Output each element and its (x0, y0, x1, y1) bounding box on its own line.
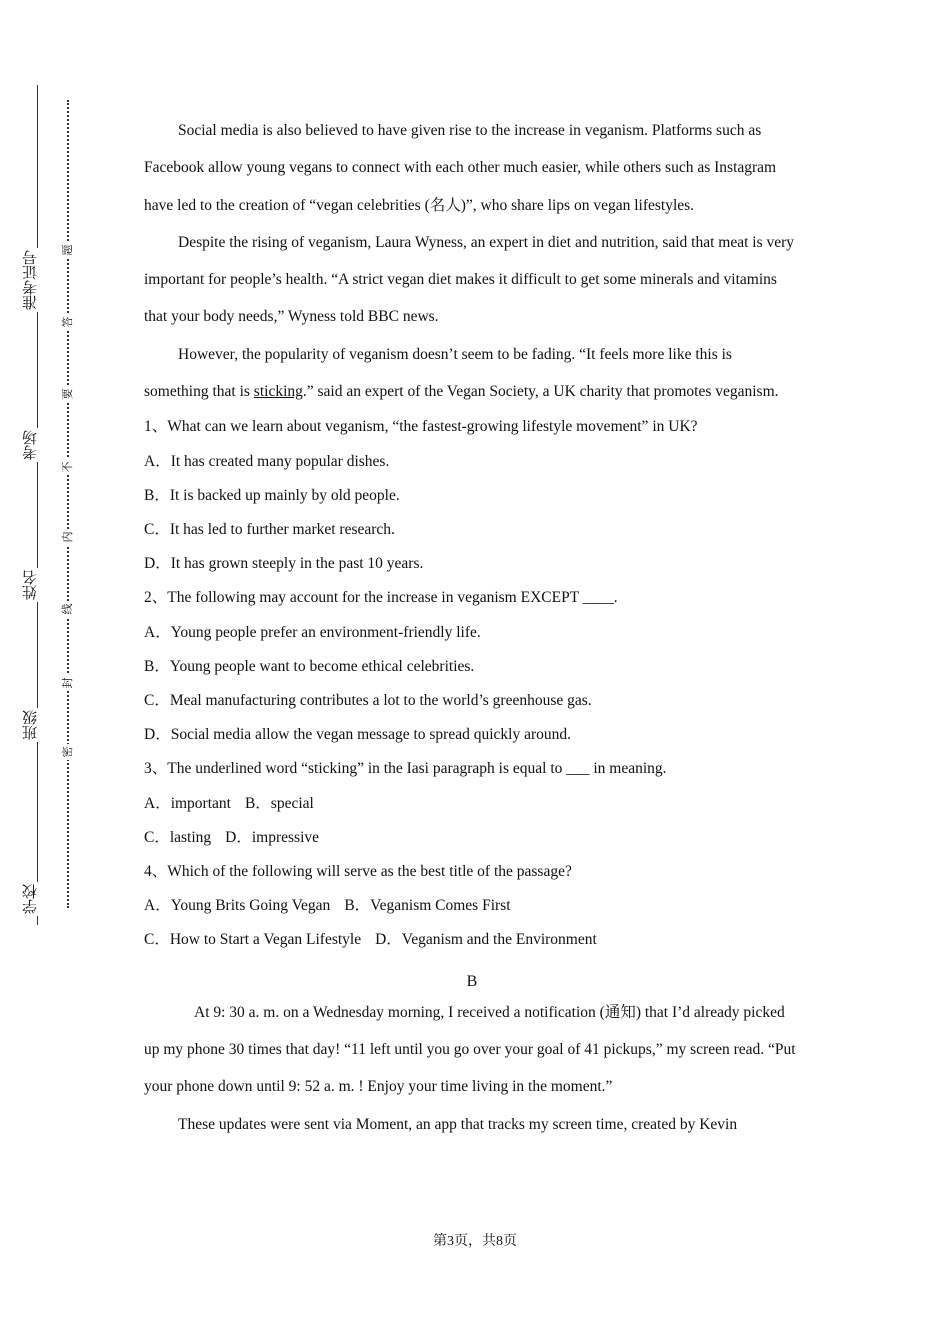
binding-dotted-line (67, 100, 69, 908)
seal-char: 不 (61, 459, 75, 475)
question-4 (144, 855, 800, 958)
option-c: C．lasting (144, 828, 212, 846)
option-a: A．It has created many popular dishes. (144, 452, 390, 470)
exam-number-label: 准考证号 (22, 248, 42, 312)
option-row (144, 923, 800, 957)
option-b: B．It is backed up mainly by old people. (144, 486, 400, 504)
name-label: 姓名 (22, 568, 42, 602)
school-label: 学校 (22, 882, 42, 916)
option-b: B．Young people want to become ethical celebrities. (144, 657, 475, 675)
paragraph-text: .” said an expert of the Vegan Society, a UK charity that promotes veganism. (302, 383, 779, 401)
passage-b-paragraph: At 9: 30 a. m. on a Wednesday morning, I received a notification (通知) that I’d already picked up my phone 30 times that day! “11 left until you go over your goal of 41 pickups,” my screen read. “Put your phone down until 9: 52 a. m. ! Enjoy your time living in the moment.” (144, 1003, 796, 1096)
class-label: 班级 (22, 708, 42, 742)
seal-char: 密 (61, 744, 75, 760)
underlined-word: sticking (253, 383, 303, 401)
exam-room-label: 考场 (22, 428, 42, 462)
seal-char: 要 (61, 386, 75, 402)
seal-char: 线 (61, 601, 75, 617)
seal-char: 答 (61, 314, 75, 330)
option-d: D．impressive (225, 828, 320, 846)
option-d: D．Veganism and the Environment (375, 931, 597, 949)
option-row (144, 787, 800, 821)
option-b: B．special (244, 794, 314, 812)
question-stem: 4、Which of the following will serve as the best title of the passage? (144, 863, 572, 881)
section-b-heading: B (466, 972, 478, 990)
question-1 (144, 410, 800, 581)
passage-a-paragraph: Despite the rising of veganism, Laura Wyness, an expert in diet and nutrition, said that meat is very important for people’s health. “A strict vegan diet makes it difficult to get some minerals and vitamins that your body needs,” Wyness told BBC news. (144, 233, 795, 326)
option-d: D．It has grown steeply in the past 10 years. (144, 555, 424, 573)
option-a: A．important (144, 794, 231, 812)
seal-char: 题 (61, 242, 75, 258)
question-stem: 1、What can we learn about veganism, “the fastest-growing lifestyle movement” in UK? (144, 418, 698, 436)
option-row (144, 821, 800, 855)
option-row (144, 889, 800, 923)
option-d: D．Social media allow the vegan message to spread quickly around. (144, 726, 571, 744)
paragraph-text: However, the popularity of veganism doesn’t seem to be fading. “It feels more like this is something that is (144, 345, 732, 401)
binding-margin (0, 0, 90, 1344)
binding-solid-line (37, 85, 38, 925)
question-3 (144, 752, 800, 855)
option-c: C．How to Start a Vegan Lifestyle (144, 931, 362, 949)
option-a: A．Young people prefer an environment-friendly life. (144, 623, 481, 641)
seal-char: 内 (61, 529, 75, 545)
passage-a-paragraph: Social media is also believed to have given rise to the increase in veganism. Platforms such as Facebook allow young vegans to connect with each other much easier, while others such as Instagram have led to the creation of “vegan celebrities (名人)”, who share lips on vegan lifestyles. (144, 122, 777, 214)
option-b: B．Veganism Comes First (344, 897, 511, 915)
seal-char: 封 (61, 675, 75, 691)
passage-a-paragraph (144, 336, 800, 411)
passage-b-paragraph: These updates were sent via Moment, an app that tracks my screen time, created by Kevin (178, 1115, 738, 1133)
option-c: C．It has led to further market research. (144, 520, 395, 538)
page-content (144, 112, 800, 1143)
question-2 (144, 581, 800, 752)
page-number-footer: 第3页，共8页 (433, 1234, 517, 1249)
option-c: C．Meal manufacturing contributes a lot to the world’s greenhouse gas. (144, 692, 592, 709)
question-stem: 2、The following may account for the increase in veganism EXCEPT ____. (144, 589, 618, 607)
question-stem: 3、The underlined word “sticking” in the Iasi paragraph is equal to ___ in meaning. (144, 760, 667, 778)
option-a: A．Young Brits Going Vegan (144, 897, 331, 915)
